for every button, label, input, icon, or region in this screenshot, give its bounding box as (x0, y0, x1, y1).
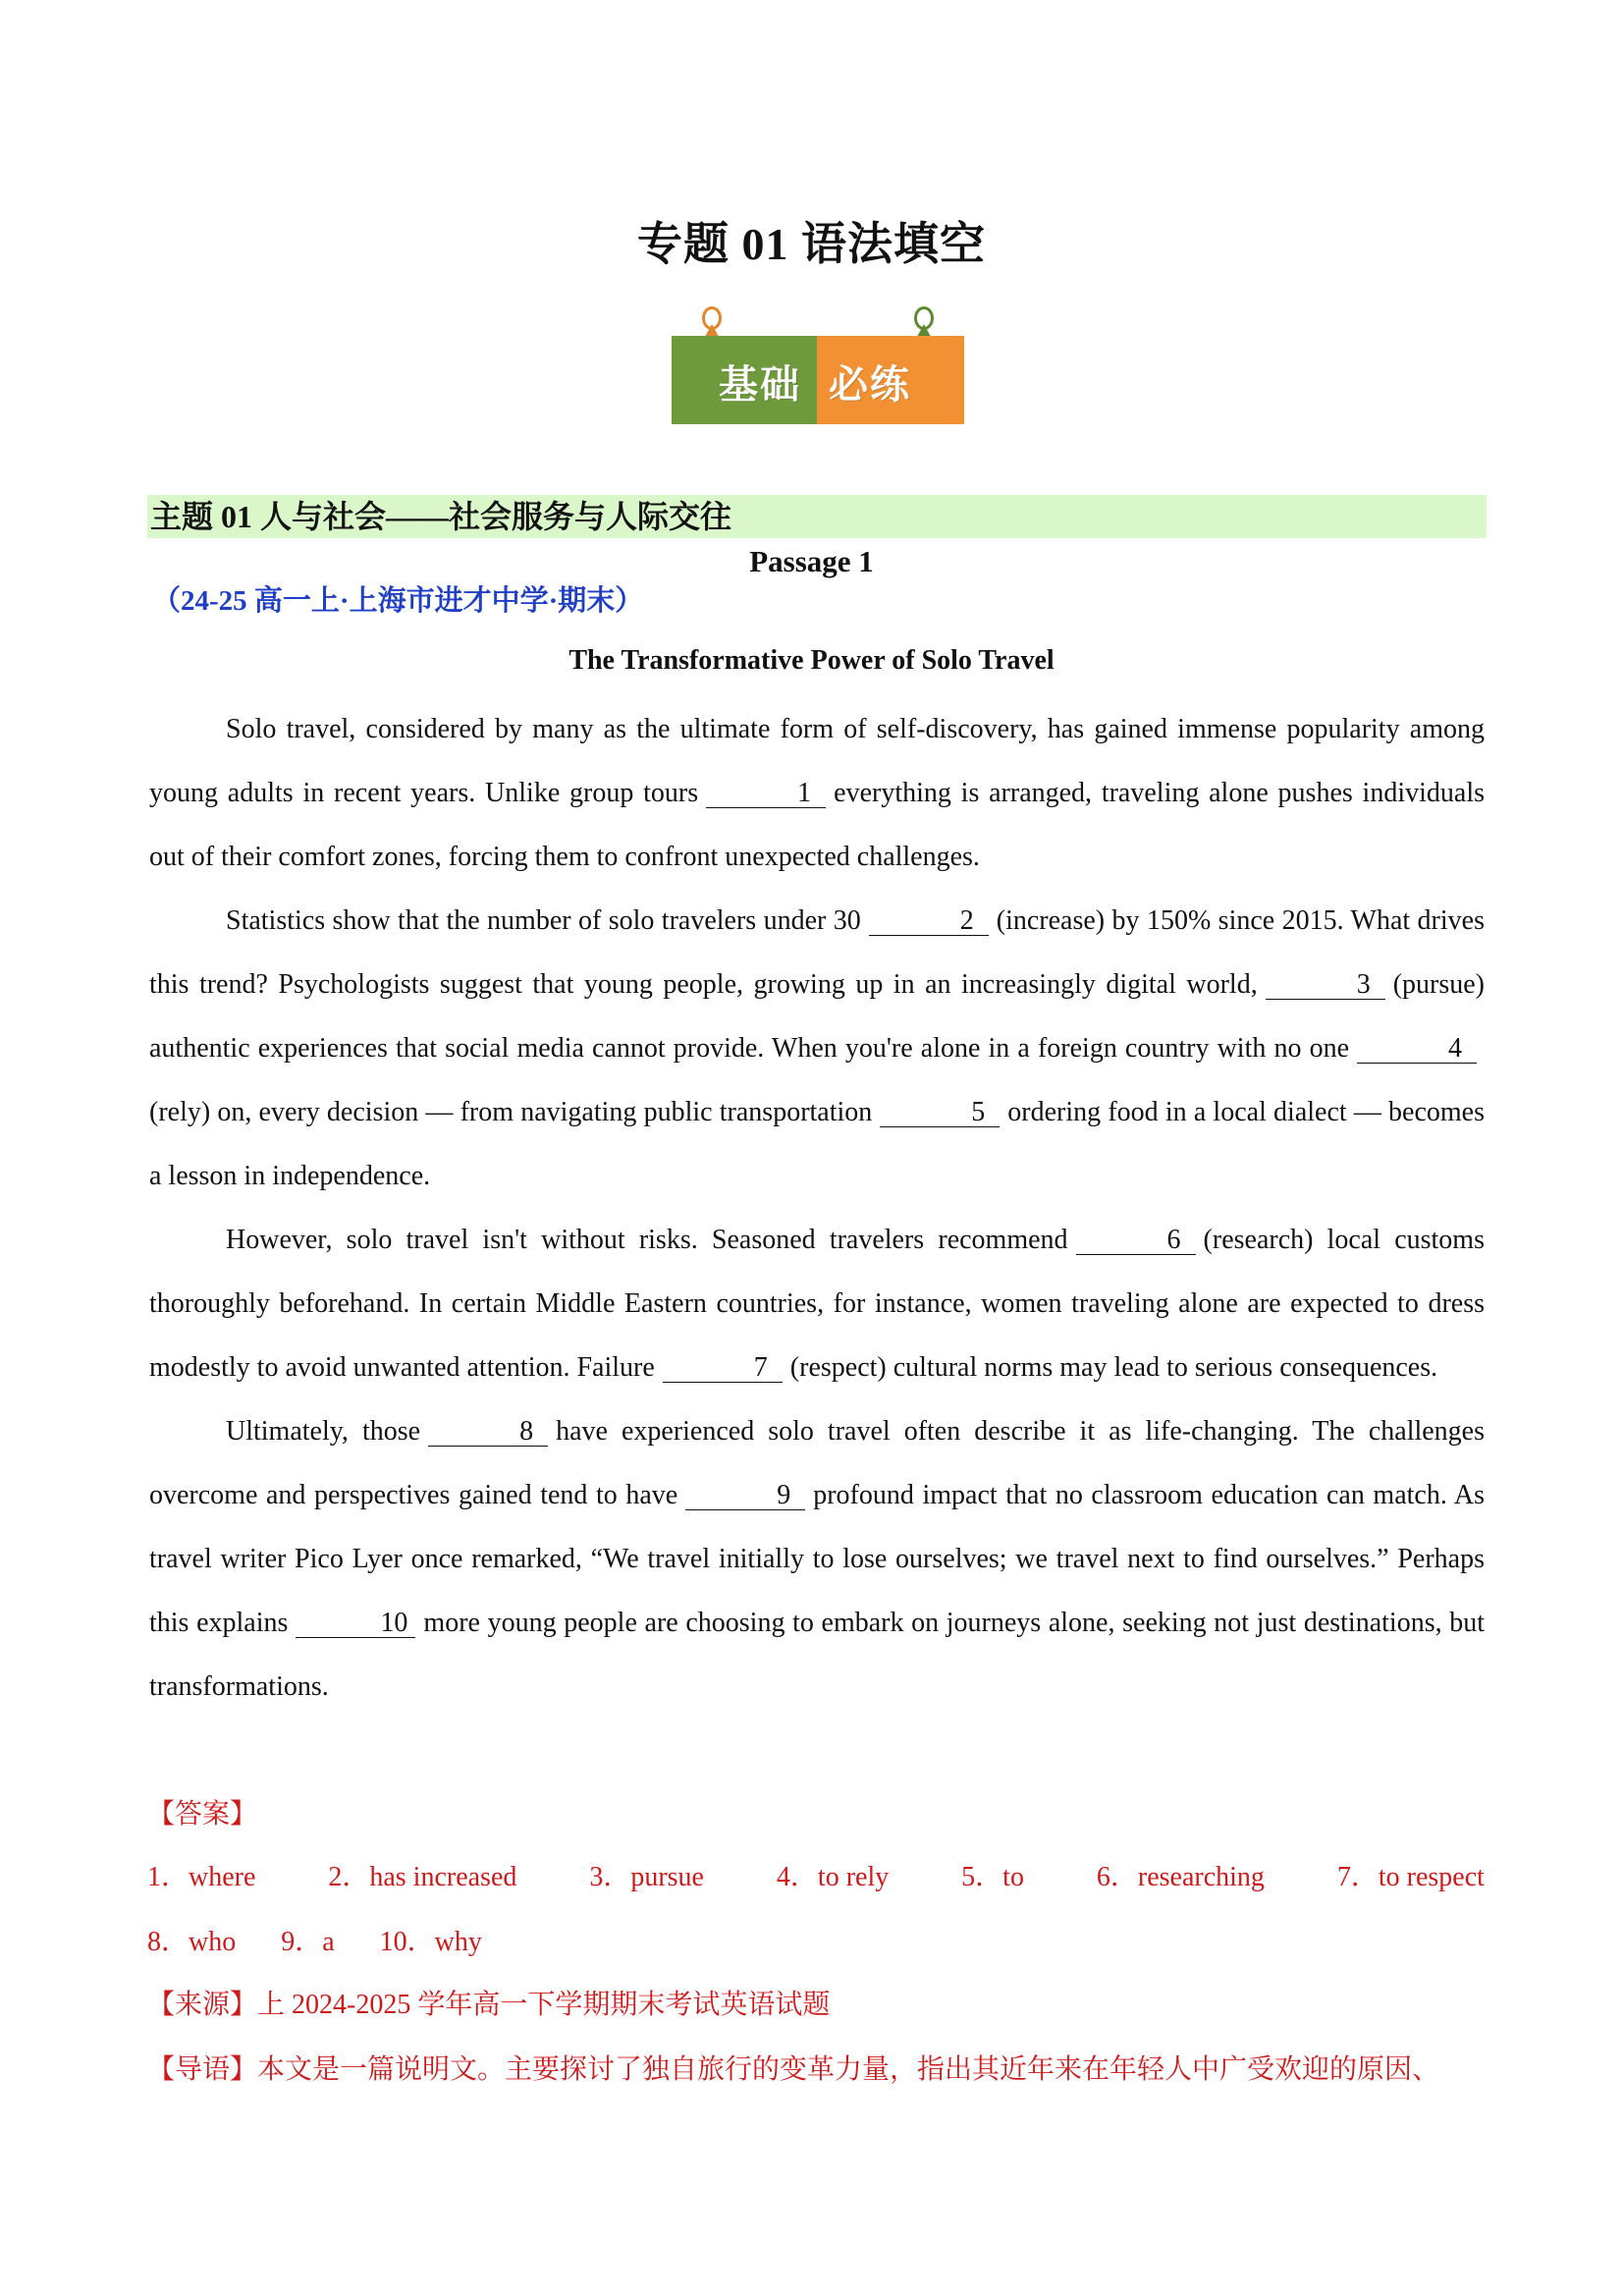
page-title: 专题 01 语法填空 (637, 219, 986, 269)
answer-item: 2．has increased (328, 1862, 517, 1892)
blank-3: 3 (1266, 971, 1385, 1000)
blank-4: 4 (1357, 1035, 1477, 1064)
text-run: (respect) cultural norms may lead to serious consequences. (789, 1352, 1438, 1383)
text-run: everything is arranged, traveling alone pushes individuals out of their comfort zones, forcing them to confront unexpected challenges. (149, 778, 1485, 872)
source-line: 【来源】上 2024-2025 学年高一下学期期末考试英语试题 (147, 1990, 831, 2020)
answer-row-2 (147, 1923, 527, 1962)
answer-row-1 (147, 1858, 1485, 1897)
blank-10: 10 (296, 1610, 415, 1638)
text-run: (research) local customs thoroughly beforehand. In certain Middle Eastern countries, for instance, women traveling alone are expected to dress modestly to avoid unwanted attention. Failure (149, 1225, 1485, 1383)
text-run: profound impact that no classroom education can match. As travel writer Pico Lyer once remarked, “We travel initially to lose ourselves; we travel next to find ourselves.” Perhaps this explains (149, 1480, 1486, 1638)
badge-right-label: 必练 (829, 362, 911, 408)
answer-item: 4．to rely (776, 1862, 890, 1892)
text-run: Solo travel, considered by many as the ultimate form of self-discovery, has gained immense popularity among young adults in recent years. Unlike group tours (149, 714, 1485, 808)
text-run: Statistics show that the number of solo travelers under 30 (226, 905, 861, 936)
paragraph-1 (149, 697, 1485, 889)
badge-left-label: 基础 (719, 362, 801, 408)
paragraph-3 (149, 1208, 1485, 1399)
blank-5: 5 (880, 1099, 1000, 1127)
guide-line: 【导语】本文是一篇说明文。主要探讨了独自旅行的变革力量，指出其近年来在年轻人中广受欢迎的原因、 (147, 2054, 1440, 2085)
blank-9: 9 (685, 1482, 805, 1510)
blank-7: 7 (663, 1354, 783, 1383)
topic-heading: 主题 01 人与社会——社会服务与人际交往 (150, 499, 732, 534)
answer-item: 6．researching (1096, 1862, 1265, 1892)
article-body (149, 697, 1485, 1719)
answer-item: 10．why (379, 1927, 482, 1957)
answer-label: 【答案】 (147, 1799, 258, 1830)
passage-label: Passage 1 (749, 544, 874, 578)
paragraph-4 (149, 1399, 1485, 1719)
answer-item: 9．a (281, 1927, 335, 1957)
text-run: Ultimately, those (226, 1416, 421, 1447)
blank-1: 1 (706, 780, 826, 808)
article-title: The Transformative Power of Solo Travel (568, 645, 1055, 676)
text-run: have experienced solo travel often describe it as life-changing. The challenges overcome and perspectives gained tend to have (149, 1416, 1486, 1510)
blank-6: 6 (1076, 1227, 1196, 1255)
text-run: ordering food in a local dialect — becomes a lesson in independence. (149, 1097, 1485, 1191)
answer-item: 3．pursue (589, 1862, 704, 1892)
text-run: (rely) on, every decision — from navigating public transportation (149, 1097, 873, 1127)
answer-item: 1．where (147, 1862, 256, 1892)
answer-item: 8．who (147, 1927, 237, 1957)
blank-2: 2 (869, 907, 989, 936)
blank-8: 8 (428, 1418, 548, 1447)
answer-item: 7．to respect (1336, 1862, 1485, 1892)
paragraph-2 (149, 889, 1485, 1208)
section-badge (672, 306, 964, 424)
text-run: more young people are choosing to embark on journeys alone, seeking not just destinations, but transformations. (149, 1608, 1486, 1702)
answer-item: 5．to (961, 1862, 1024, 1892)
text-run: (increase) by 150% since 2015. What drives this trend? Psychologists suggest that young people, growing up in an increasingly digital world, (149, 905, 1485, 1000)
text-run: (pursue) authentic experiences that social media cannot provide. When you're alone in a foreign country with no one (149, 969, 1485, 1064)
source-tag: （24-25 高一上·上海市进才中学·期末） (152, 585, 644, 617)
text-run: However, solo travel isn't without risks. Seasoned travelers recommend (226, 1225, 1068, 1255)
